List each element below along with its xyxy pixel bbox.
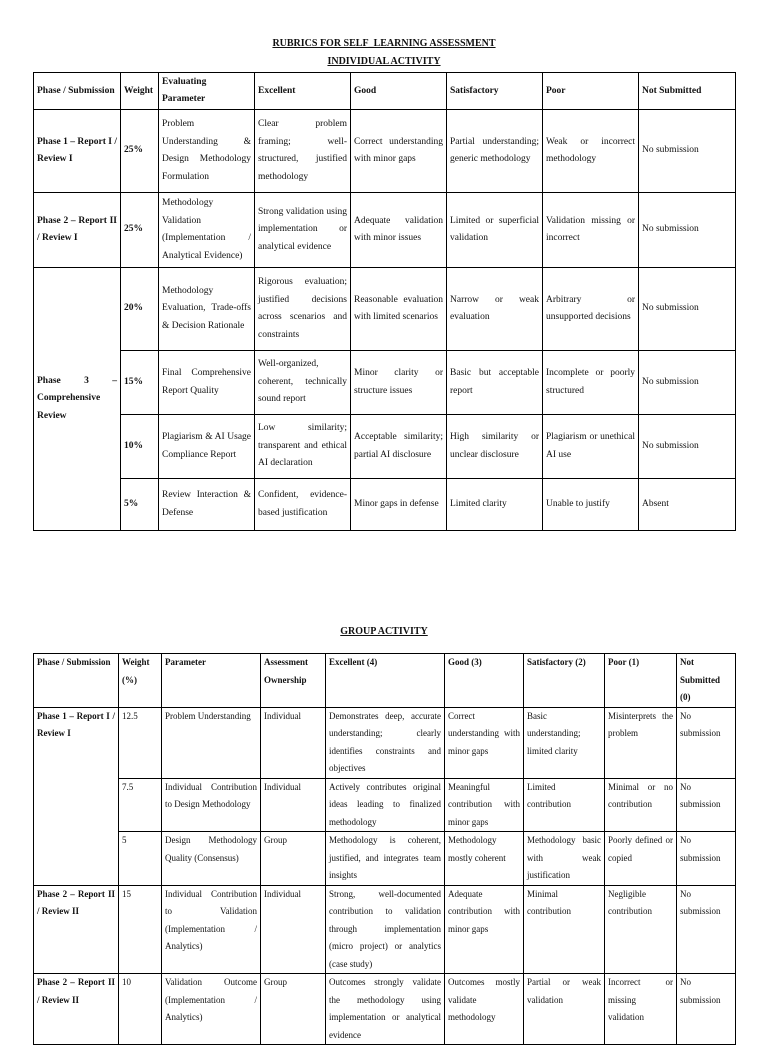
excellent-cell: Strong, well-documented contribution to validation through implementation (micro project) or analytics (case study) [326, 885, 445, 974]
group-activity-heading: GROUP ACTIVITY [340, 626, 428, 637]
excellent-cell: Methodology is coherent, justified, and integrates team insights [326, 832, 445, 886]
weight-cell: 5 [119, 832, 162, 886]
ownership-cell: Group [261, 832, 326, 886]
good-cell: Minor clarity or structure issues [351, 351, 447, 415]
table-row [34, 885, 736, 974]
parameter-cell: Plagiarism & AI Usage Compliance Report [159, 415, 255, 479]
weight-cell: 15% [121, 351, 159, 415]
group-rubric-table [33, 653, 736, 1045]
not-submitted-cell: No submission [677, 707, 736, 778]
good-cell: Meaningful contribution with minor gaps [445, 778, 524, 832]
not-submitted-cell: No submission [677, 832, 736, 886]
good-cell: Adequate validation with minor issues [351, 193, 447, 268]
column-header: Satisfactory (2) [524, 654, 605, 708]
not-submitted-cell: No submission [639, 110, 736, 193]
excellent-cell: Clear problem framing; well-structured, justified methodology [255, 110, 351, 193]
table-row [34, 268, 736, 351]
table-header-row [34, 73, 736, 110]
column-header: Good (3) [445, 654, 524, 708]
column-header: Weight (%) [119, 654, 162, 708]
good-cell: Minor gaps in defense [351, 479, 447, 531]
phase-cell: Phase 2 – Report II / Review II [34, 974, 119, 1045]
not-submitted-cell: Absent [639, 479, 736, 531]
excellent-cell: Confident, evidence-based justification [255, 479, 351, 531]
satisfactory-cell: Minimal contribution [524, 885, 605, 974]
column-header: Poor [543, 73, 639, 110]
parameter-cell: Final Comprehensive Report Quality [159, 351, 255, 415]
excellent-cell: Actively contributes original ideas leading to finalized methodology [326, 778, 445, 832]
phase-cell: Phase 1 – Report I / Review I [34, 110, 121, 193]
poor-cell: Misinterprets the problem [605, 707, 677, 778]
weight-cell: 15 [119, 885, 162, 974]
table-row [34, 479, 736, 531]
phase-cell: Phase 2 – Report II / Review I [34, 193, 121, 268]
excellent-cell: Well-organized, coherent, technically sound report [255, 351, 351, 415]
weight-cell: 5% [121, 479, 159, 531]
column-header: Not Submitted (0) [677, 654, 736, 708]
ownership-cell: Individual [261, 885, 326, 974]
table-header-row [34, 654, 736, 708]
good-cell: Correct understanding with minor gaps [351, 110, 447, 193]
phase-cell: Phase 3 – Comprehensive Review [34, 268, 121, 531]
parameter-cell: Individual Contribution to Validation (Implementation / Analytics) [162, 885, 261, 974]
column-header: Satisfactory [447, 73, 543, 110]
satisfactory-cell: Basic understanding; limited clarity [524, 707, 605, 778]
satisfactory-cell: High similarity or unclear disclosure [447, 415, 543, 479]
poor-cell: Incorrect or missing validation [605, 974, 677, 1045]
document-title: RUBRICS FOR SELF_LEARNING ASSESSMENT [272, 38, 496, 49]
poor-cell: Weak or incorrect methodology [543, 110, 639, 193]
excellent-cell: Strong validation using implementation or analytical evidence [255, 193, 351, 268]
good-cell: Methodology mostly coherent [445, 832, 524, 886]
parameter-cell: Problem Understanding [162, 707, 261, 778]
parameter-cell: Review Interaction & Defense [159, 479, 255, 531]
weight-cell: 10 [119, 974, 162, 1045]
satisfactory-cell: Narrow or weak evaluation [447, 268, 543, 351]
individual-rubric-table [33, 72, 736, 531]
column-header: Phase / Submission [34, 73, 121, 110]
not-submitted-cell: No submission [677, 974, 736, 1045]
parameter-cell: Methodology Evaluation, Trade-offs & Decision Rationale [159, 268, 255, 351]
weight-cell: 20% [121, 268, 159, 351]
parameter-cell: Methodology Validation (Implementation / Analytical Evidence) [159, 193, 255, 268]
excellent-cell: Demonstrates deep, accurate understanding; clearly identifies constraints and objectives [326, 707, 445, 778]
excellent-cell: Low similarity; transparent and ethical AI declaration [255, 415, 351, 479]
satisfactory-cell: Partial or weak validation [524, 974, 605, 1045]
individual-activity-heading: INDIVIDUAL ACTIVITY [327, 56, 441, 67]
column-header: Assessment Ownership [261, 654, 326, 708]
parameter-cell: Design Methodology Quality (Consensus) [162, 832, 261, 886]
poor-cell: Poorly defined or copied [605, 832, 677, 886]
ownership-cell: Individual [261, 778, 326, 832]
column-header: Good [351, 73, 447, 110]
satisfactory-cell: Basic but acceptable report [447, 351, 543, 415]
phase-cell: Phase 2 – Report II / Review II [34, 885, 119, 974]
satisfactory-cell: Limited or superficial validation [447, 193, 543, 268]
poor-cell: Negligible contribution [605, 885, 677, 974]
column-header: Evaluating Parameter [159, 73, 255, 110]
excellent-cell: Outcomes strongly validate the methodology using implementation or analytical evidence [326, 974, 445, 1045]
table-row [34, 110, 736, 193]
column-header: Excellent (4) [326, 654, 445, 708]
not-submitted-cell: No submission [639, 193, 736, 268]
poor-cell: Unable to justify [543, 479, 639, 531]
column-header: Poor (1) [605, 654, 677, 708]
table-row [34, 974, 736, 1045]
table-row [34, 351, 736, 415]
weight-cell: 25% [121, 110, 159, 193]
not-submitted-cell: No submission [639, 415, 736, 479]
column-header: Not Submitted [639, 73, 736, 110]
not-submitted-cell: No submission [677, 778, 736, 832]
not-submitted-cell: No submission [677, 885, 736, 974]
table-row [34, 193, 736, 268]
good-cell: Acceptable similarity; partial AI disclosure [351, 415, 447, 479]
weight-cell: 25% [121, 193, 159, 268]
weight-cell: 10% [121, 415, 159, 479]
table-row [34, 707, 736, 778]
table-row [34, 832, 736, 886]
ownership-cell: Group [261, 974, 326, 1045]
satisfactory-cell: Partial understanding; generic methodology [447, 110, 543, 193]
column-header: Phase / Submission [34, 654, 119, 708]
poor-cell: Validation missing or incorrect [543, 193, 639, 268]
parameter-cell: Validation Outcome (Implementation / Analytics) [162, 974, 261, 1045]
excellent-cell: Rigorous evaluation; justified decisions across scenarios and constraints [255, 268, 351, 351]
table-row [34, 415, 736, 479]
parameter-cell: Individual Contribution to Design Methodology [162, 778, 261, 832]
good-cell: Outcomes mostly validate methodology [445, 974, 524, 1045]
good-cell: Correct understanding with minor gaps [445, 707, 524, 778]
ownership-cell: Individual [261, 707, 326, 778]
phase-cell: Phase 1 – Report I / Review I [34, 707, 119, 885]
parameter-cell: Problem Understanding & Design Methodology Formulation [159, 110, 255, 193]
column-header: Weight [121, 73, 159, 110]
not-submitted-cell: No submission [639, 351, 736, 415]
column-header: Parameter [162, 654, 261, 708]
satisfactory-cell: Methodology basic with weak justification [524, 832, 605, 886]
weight-cell: 12.5 [119, 707, 162, 778]
weight-cell: 7.5 [119, 778, 162, 832]
poor-cell: Incomplete or poorly structured [543, 351, 639, 415]
table-row [34, 778, 736, 832]
satisfactory-cell: Limited clarity [447, 479, 543, 531]
column-header: Excellent [255, 73, 351, 110]
poor-cell: Minimal or no contribution [605, 778, 677, 832]
good-cell: Adequate contribution with minor gaps [445, 885, 524, 974]
satisfactory-cell: Limited contribution [524, 778, 605, 832]
not-submitted-cell: No submission [639, 268, 736, 351]
poor-cell: Arbitrary or unsupported decisions [543, 268, 639, 351]
good-cell: Reasonable evaluation with limited scenarios [351, 268, 447, 351]
poor-cell: Plagiarism or unethical AI use [543, 415, 639, 479]
